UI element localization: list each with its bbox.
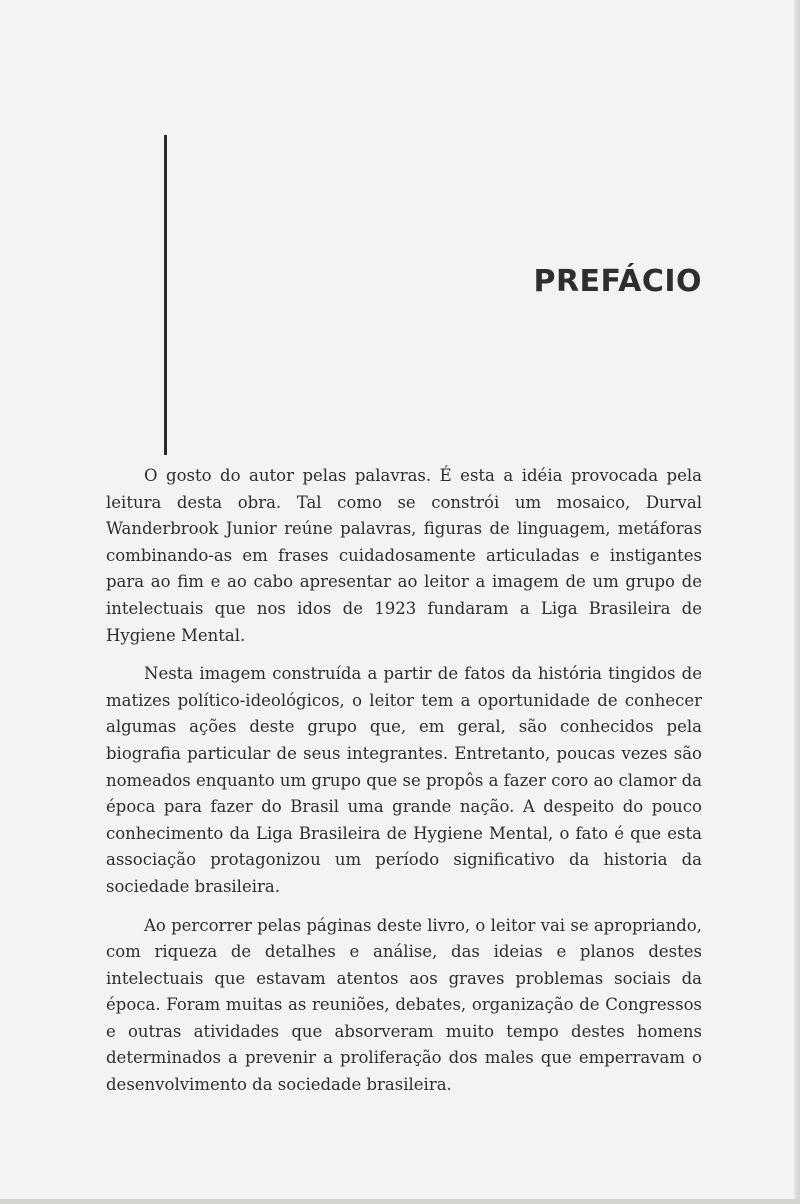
page-bottom-edge — [0, 1199, 800, 1204]
paragraph-1: O gosto do autor pelas palavras. É esta a idéia provocada pela leitura desta obra. Tal como se constrói um mosaico, Durval Wanderbrook Junior reúne palavras, figuras de linguagem, metáforas combinando-as em frases cuidadosamente articuladas e instigantes para ao fim e ao cabo apresentar ao leitor a imagem de um grupo de intelectuais que nos idos de 1923 fundaram a Liga Brasileira de Hygiene Mental. — [106, 466, 702, 645]
chapter-title: PREFÁCIO — [533, 264, 702, 299]
paragraph-3: Ao percorrer pelas páginas deste livro, o leitor vai se apropriando, com riqueza de detalhes e análise, das ideias e planos destes intelectuais que estavam atentos aos graves problemas sociais da época. Foram muitas as reuniões, debates, organização de Congressos e outras atividades que absorveram muito tempo destes homens determinados a prevenir a proliferação dos males que emperravam o desenvolvimento da sociedade brasileira. — [106, 915, 702, 1095]
preface-body — [106, 463, 702, 1111]
page-edge — [794, 0, 800, 1204]
paragraph-2: Nesta imagem construída a partir de fatos da história tingidos de matizes político-ideológicos, o leitor tem a oportunidade de conhecer algumas ações deste grupo que, em geral, são conhecidos pela biografia particular de seus integrantes. Entretanto, poucas vezes são nomeados enquanto um grupo que se propôs a fazer coro ao clamor da época para fazer do Brasil uma grande nação. A despeito do pouco conhecimento da Liga Brasileira de Hygiene Mental, o fato é que esta associação protagonizou um período significativo da historia da sociedade brasileira. — [106, 664, 702, 896]
vertical-rule — [164, 135, 167, 455]
